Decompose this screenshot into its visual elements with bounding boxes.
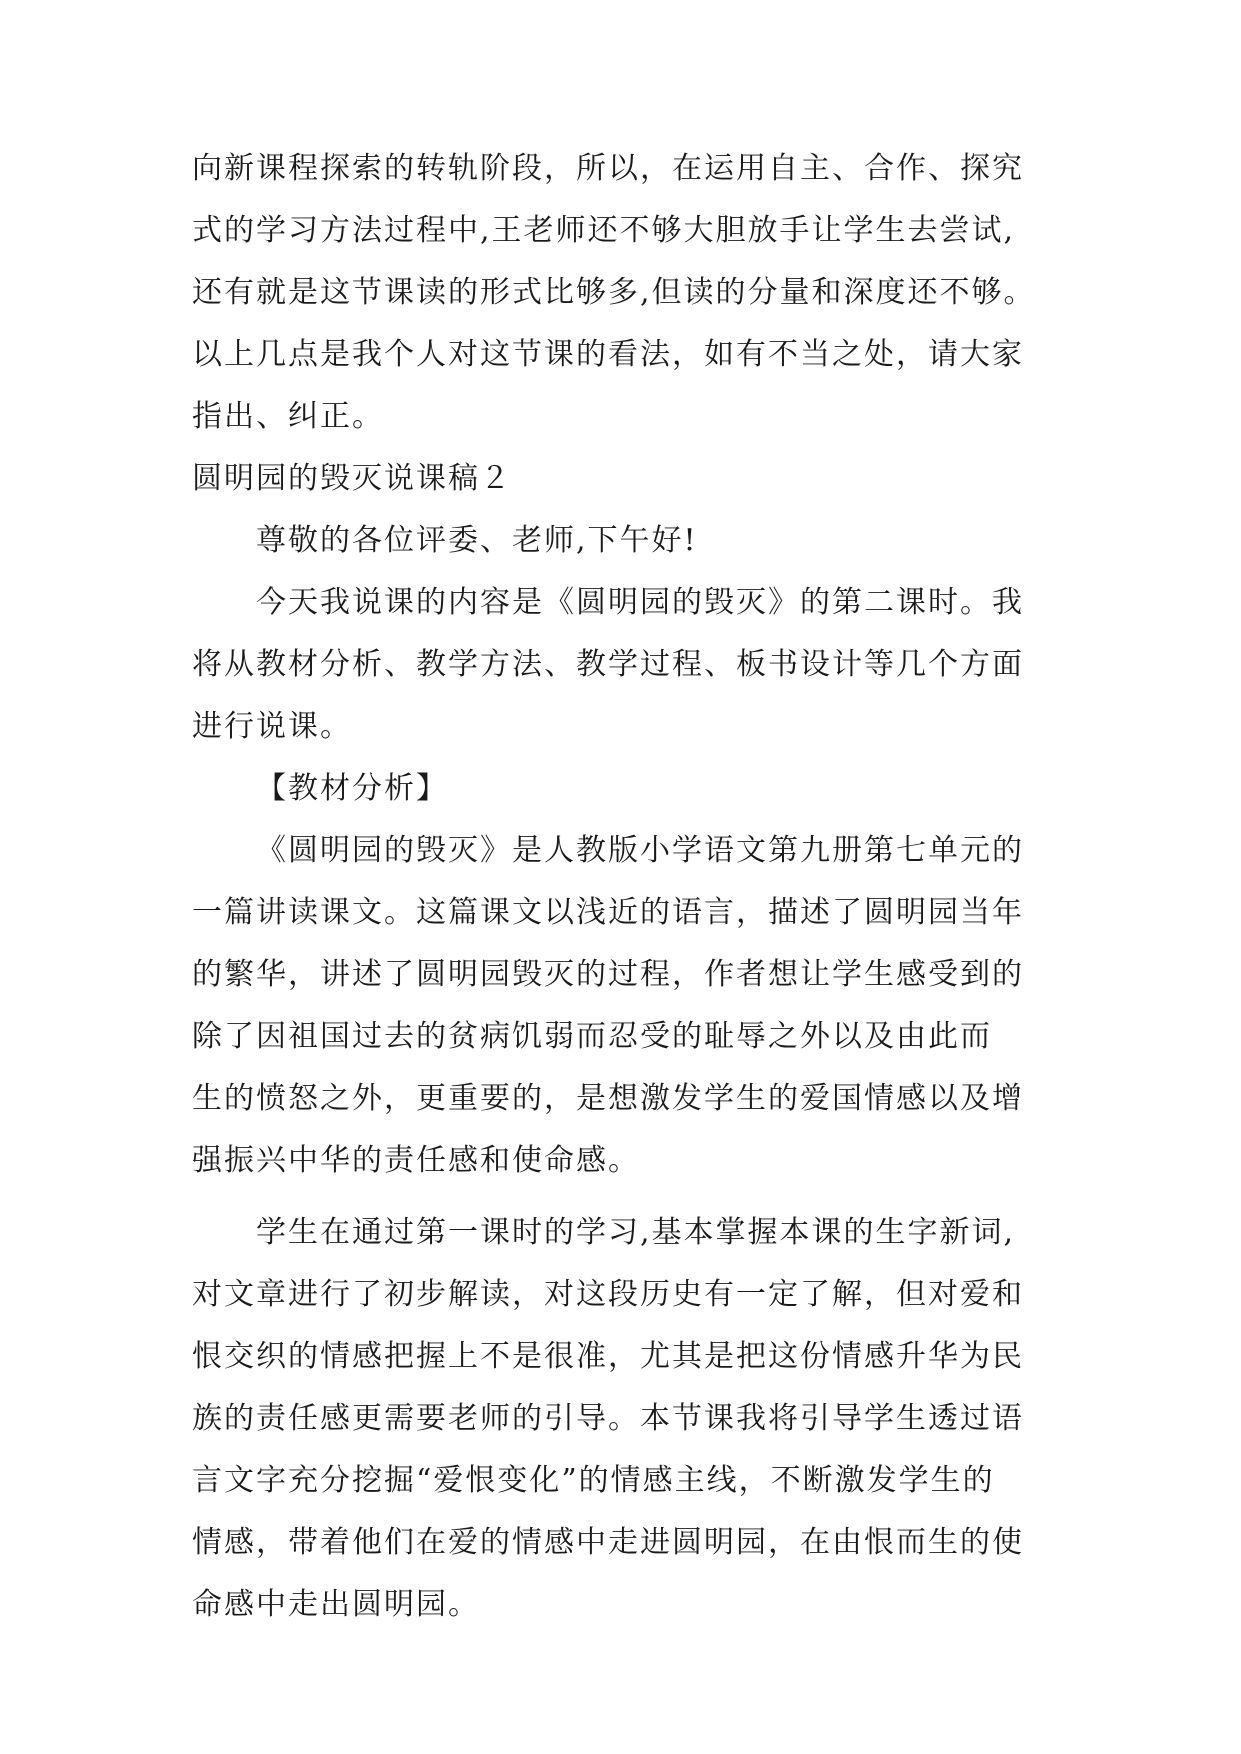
paragraph-line: 以上几点是我个人对这节课的看法，如有不当之处，请大家	[192, 337, 1024, 372]
paragraph-line: 《圆明园的毁灭》是人教版小学语文第九册第七单元的	[256, 833, 1024, 868]
paragraph-line: 对文章进行了初步解读，对这段历史有一定了解，但对爱和	[192, 1277, 1024, 1312]
paragraph-line: 将从教材分析、教学方法、教学过程、板书设计等几个方面	[192, 647, 1024, 682]
paragraph-line: 学生在通过第一课时的学习,基本掌握本课的生字新词,	[256, 1215, 1016, 1250]
paragraph-line: 还有就是这节课读的形式比够多,但读的分量和深度还不够。	[192, 275, 1036, 310]
paragraph-line: 言文字充分挖掘“爱恨变化”的情感主线，不断激发学生的	[192, 1463, 995, 1498]
paragraph-line: 族的责任感更需要老师的引导。本节课我将引导学生透过语	[192, 1401, 1024, 1436]
paragraph-line: 进行说课。	[192, 709, 352, 744]
paragraph-line: 向新课程探索的转轨阶段，所以，在运用自主、合作、探究	[192, 151, 1024, 186]
subsection-heading: 【教材分析】	[256, 771, 448, 806]
paragraph-line: 生的愤怒之外，更重要的，是想激发学生的爱国情感以及增	[192, 1081, 1024, 1116]
paragraph-line: 强振兴中华的责任感和使命感。	[192, 1143, 640, 1178]
paragraph-line: 的繁华，讲述了圆明园毁灭的过程，作者想让学生感受到的	[192, 957, 1024, 992]
paragraph-line: 除了因祖国过去的贫病饥弱而忍受的耻辱之外以及由此而	[192, 1019, 992, 1054]
paragraph-line: 一篇讲读课文。这篇课文以浅近的语言，描述了圆明园当年	[192, 895, 1024, 930]
greeting-line: 尊敬的各位评委、老师,下午好!	[256, 523, 698, 558]
paragraph-line: 式的学习方法过程中,王老师还不够大胆放手让学生去尝试,	[192, 213, 1016, 248]
paragraph-line: 恨交织的情感把握上不是很准，尤其是把这份情感升华为民	[192, 1339, 1024, 1374]
paragraph-line: 今天我说课的内容是《圆明园的毁灭》的第二课时。我	[256, 585, 1024, 620]
section-title: 圆明园的毁灭说课稿２	[192, 461, 512, 496]
paragraph-line: 指出、纠正。	[192, 399, 384, 434]
paragraph-line: 情感，带着他们在爱的情感中走进圆明园，在由恨而生的使	[192, 1525, 1024, 1560]
paragraph-line: 命感中走出圆明园。	[192, 1587, 480, 1622]
